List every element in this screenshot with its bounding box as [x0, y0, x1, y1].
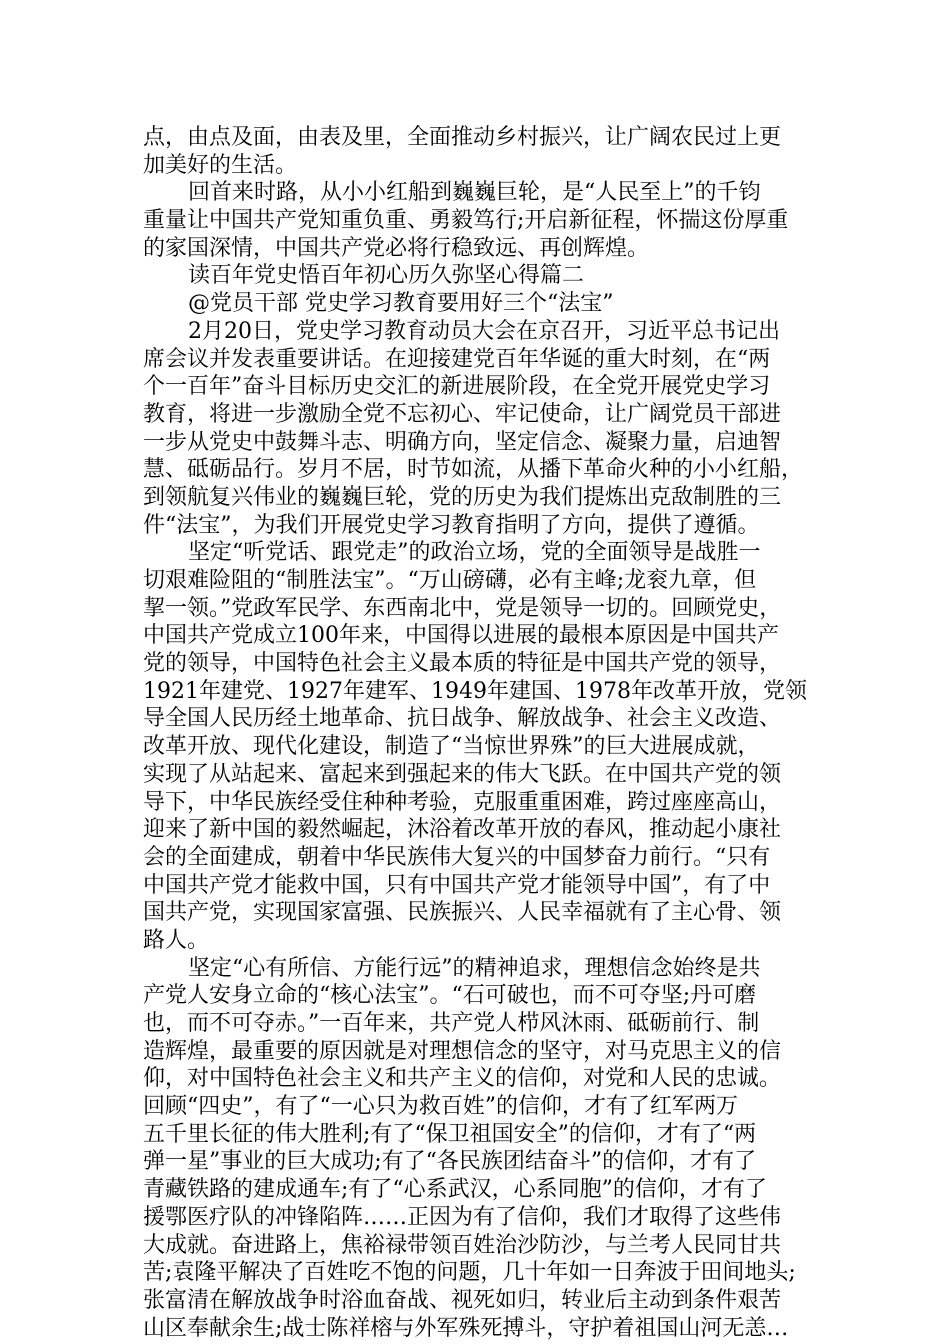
- text-line: 造辉煌，最重要的原因就是对理想信念的坚守，对马克思主义的信: [143, 1038, 782, 1064]
- text-line: 慧、砥砺品行。岁月不居，时节如流，从播下革命火种的小小红船，: [143, 457, 804, 483]
- text-line: 弹一星”事业的巨大成功;有了“各民族团结奋斗”的信仰，才有了: [143, 1149, 757, 1175]
- text-line: 点，由点及面，由表及里，全面推动乡村振兴，让广阔农民过上更: [143, 125, 782, 150]
- text-line: 一步从党史中鼓舞斗志、明确方向，坚定信念、凝聚力量，启迪智: [143, 429, 782, 455]
- text-line: 产党人安身立命的“核心法宝”。“石可破也，而不可夺坚;丹可磨: [143, 983, 757, 1009]
- text-line: 大成就。奋进路上，焦裕禄带领百姓治沙防沙，与兰考人民同甘共: [143, 1232, 782, 1258]
- text-line: 切艰难险阻的“制胜法宝”。“万山磅礴，必有主峰;龙衮九章，但: [143, 568, 757, 593]
- text-line: 党的领导，中国特色社会主义最本质的特征是中国共产党的领导，: [143, 651, 782, 677]
- text-line: 1921年建党、1927年建军、1949年建国、1978年改革开放，党领: [143, 678, 807, 704]
- text-line: 援鄂医疗队的冲锋陷阵……正因为有了信仰，我们才取得了这些伟: [143, 1204, 782, 1230]
- text-line: 中国共产党成立100年来，中国得以进展的最根本原因是中国共产: [143, 623, 779, 649]
- text-line: @党员干部 党史学习教育要用好三个“法宝”: [188, 291, 614, 317]
- text-line: 张富清在解放战争时浴血奋战、视死如归，转业后主动到条件艰苦: [143, 1287, 782, 1313]
- text-line: 会的全面建成，朝着中华民族伟大复兴的中国梦奋力前行。“只有: [143, 844, 771, 870]
- text-line: 导全国人民历经土地革命、抗日战争、解放战争、社会主义改造、: [143, 706, 782, 732]
- text-line: 仰，对中国特色社会主义和共产主义的信仰，对党和人民的忠诚。: [143, 1066, 782, 1092]
- text-line: 路人。: [143, 927, 210, 953]
- document-body: [143, 124, 825, 1342]
- text-line: 实现了从站起来、富起来到强起来的伟大飞跃。在中国共产党的领: [143, 761, 782, 787]
- text-line: 重量让中国共产党知重负重、勇毅笃行;开启新征程，怀揣这份厚重: [143, 208, 789, 234]
- text-line: 中国共产党才能救中国，只有中国共产党才能领导中国”，有了中: [143, 872, 771, 898]
- text-line: 个一百年”奋斗目标历史交汇的新进展阶段，在全党开展党史学习: [143, 374, 771, 400]
- text-line: 席会议并发表重要讲话。在迎接建党百年华诞的重大时刻，在“两: [143, 346, 771, 372]
- text-line: 到领航复兴伟业的巍巍巨轮，党的历史为我们提炼出克敌制胜的三: [143, 484, 782, 510]
- text-line: 坚定“听党话、跟党走”的政治立场，党的全面领导是战胜一: [188, 540, 761, 566]
- text-line: 的家国深情，中国共产党必将行稳致远、再创辉煌。: [143, 235, 650, 261]
- text-line: 教育，将进一步激励全党不忘初心、牢记使命，让广阔党员干部进: [143, 401, 782, 427]
- text-line: 读百年党史悟百年初心历久弥坚心得篇二: [188, 263, 585, 289]
- text-line: 挈一领。”党政军民学、东西南北中，党是领导一切的。回顾党史，: [143, 595, 782, 621]
- text-line: 也，而不可夺赤。”一百年来，共产党人栉风沐雨、砥砺前行、制: [143, 1011, 760, 1036]
- text-line: 山区奉献余生;战士陈祥榕与外军殊死搏斗，守护着祖国山河无恙…: [143, 1315, 789, 1341]
- text-line: 件“法宝”，为我们开展党史学习教育指明了方向，提供了遵循。: [143, 512, 760, 538]
- text-line: 2月20日，党史学习教育动员大会在京召开，习近平总书记出: [188, 318, 780, 344]
- text-line: 改革开放、现代化建设，制造了“当惊世界殊”的巨大进展成就，: [143, 734, 760, 760]
- text-line: 国共产党，实现国家富强、民族振兴、人民幸福就有了主心骨、领: [143, 900, 782, 926]
- text-line: 回顾“四史”，有了“一心只为救百姓”的信仰，才有了红军两万: [143, 1094, 738, 1120]
- text-line: 回首来时路，从小小红船到巍巍巨轮，是“人民至上”的千钧: [188, 180, 761, 206]
- text-line: 青藏铁路的建成通车;有了“心系武汉，心系同胞”的信仰，才有了: [143, 1177, 767, 1203]
- text-line: 苦;袁隆平解决了百姓吃不饱的问题，几十年如一日奔波于田间地头;: [143, 1260, 796, 1286]
- text-line: 五千里长征的伟大胜利;有了“保卫祖国安全”的信仰，才有了“两: [143, 1121, 757, 1147]
- text-line: 导下，中华民族经受住种种考验，克服重重困难，跨过座座高山，: [143, 789, 782, 815]
- text-line: 坚定“心有所信、方能行远”的精神追求，理想信念始终是共: [188, 955, 761, 981]
- text-line: 迎来了新中国的毅然崛起，沐浴着改革开放的春风，推动起小康社: [143, 817, 782, 843]
- text-line: 加美好的生活。: [143, 152, 298, 178]
